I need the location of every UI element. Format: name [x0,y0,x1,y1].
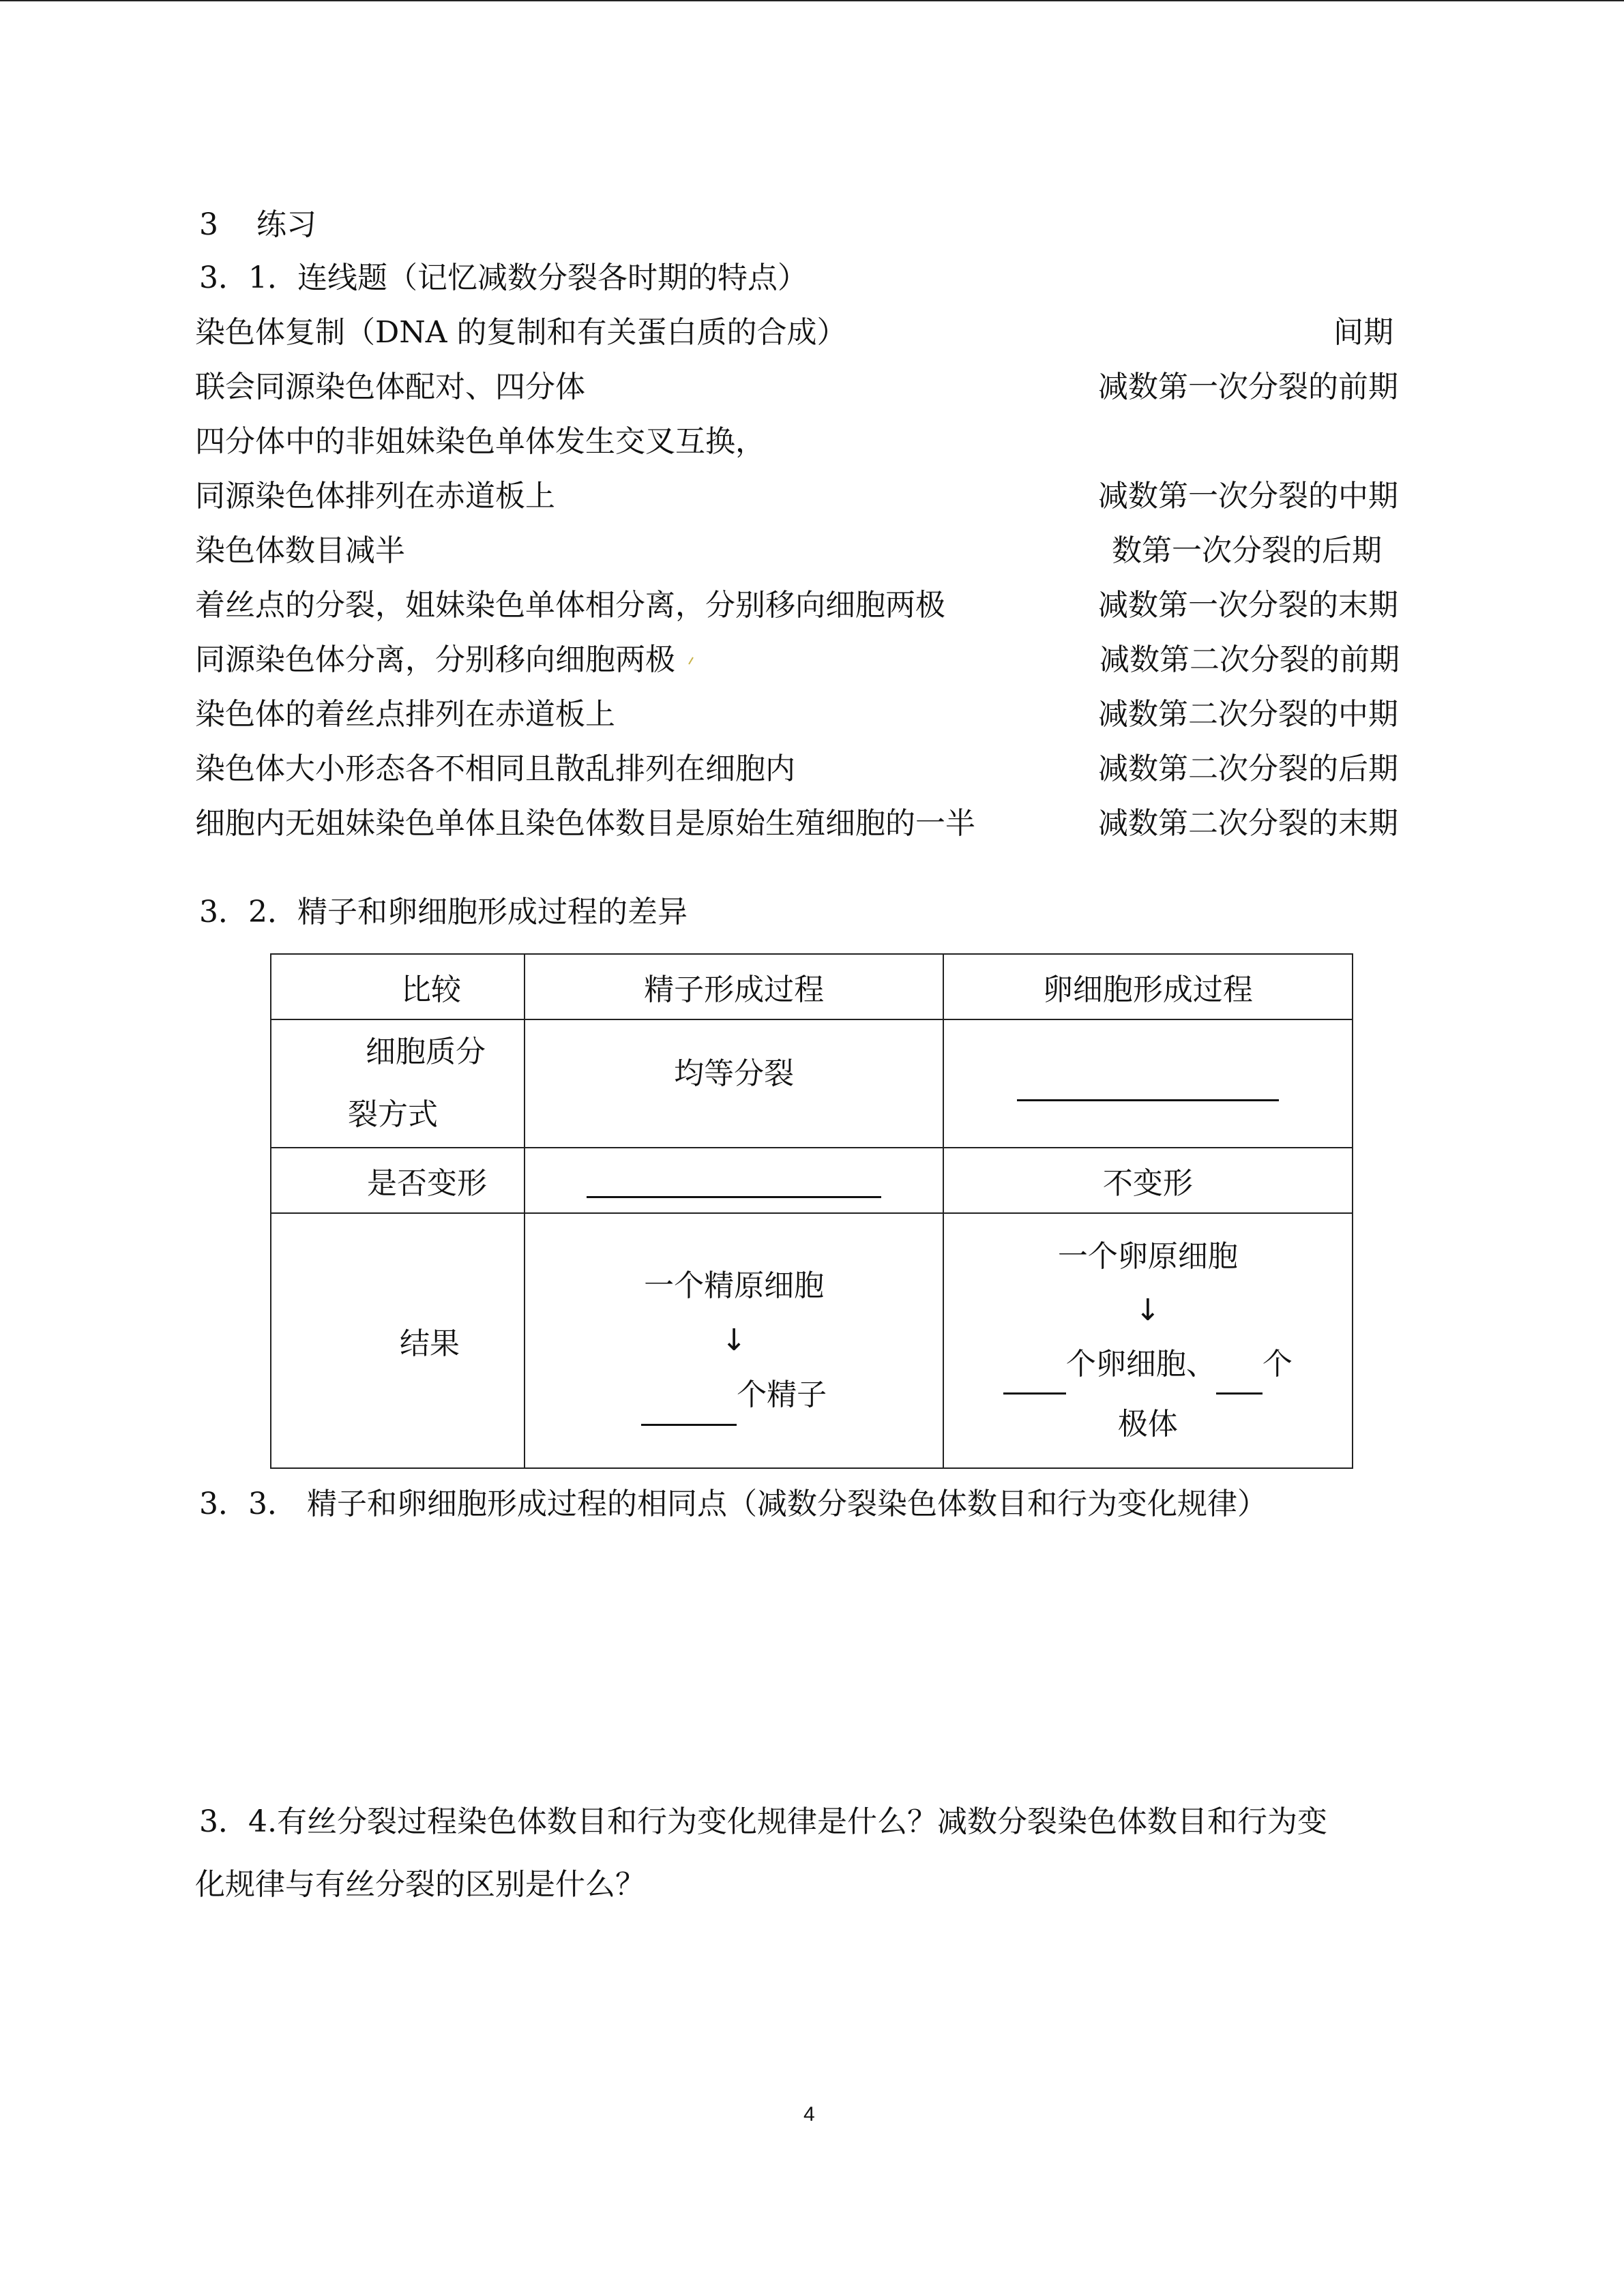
q1-right-item: 间期 [1333,315,1393,350]
page-number: 4 [803,2103,815,2126]
sperm-division-value: 均等分裂 [674,1056,795,1091]
row-label-cytoplasm [271,1019,525,1148]
q1-right-item: 数第一次分裂的后期 [1112,533,1382,568]
q1-left-item: 同源染色体排列在赤道板上 [195,479,555,513]
down-arrow-icon: ↓ [1135,1293,1161,1328]
q1-right-item: 减数第二次分裂的末期 [1098,806,1398,841]
section-heading [199,205,316,245]
egg-result-bottom: 极体 [1117,1407,1178,1442]
q1-left-item: 四分体中的非姐妹染色单体发生交叉互换， [195,424,765,459]
sperm-result-text: 个精子 [737,1377,827,1412]
q1-left-item: 染色体复制（DNA 的复制和有关蛋白质的合成） [195,315,847,350]
table-row-transform [271,1148,1353,1213]
section-number: 3 [199,207,218,242]
row-label-line: 细胞质分 [366,1034,486,1069]
down-arrow-icon: ↓ [721,1323,747,1358]
q1-title: 3．1．连线题（记忆减数分裂各时期的特点） [199,260,808,295]
polar-body-count-blank[interactable] [1216,1362,1263,1395]
stray-ink-mark [688,656,694,666]
q1-left-item: 细胞内无姐妹染色单体且染色体数目是原始生殖细胞的一半 [195,806,975,841]
row-label-result: 结果 [271,1213,525,1468]
cell-egg-division [943,1019,1353,1148]
q1-right-item: 减数第一次分裂的中期 [1098,479,1398,513]
row-label-transform: 是否变形 [271,1148,525,1213]
q1-left-item: 染色体数目减半 [195,533,405,568]
q4-line1: 3．4.有丝分裂过程染色体数目和行为变化规律是什么？减数分裂染色体数目和行为变 [199,1804,1327,1839]
egg-result-text-a: 个卵细胞、 [1065,1347,1216,1382]
q1-right-item: 减数第二次分裂的前期 [1099,642,1400,677]
q2-title: 3．2．精子和卵细胞形成过程的差异 [199,895,688,929]
q3-title: 3．3． 精子和卵细胞形成过程的相同点（减数分裂染色体数目和行为变化规律） [199,1487,1267,1521]
q1-left-item: 同源染色体分离，分别移向细胞两极 [195,642,675,677]
cell-sperm-division [525,1019,943,1148]
sperm-count-blank[interactable] [641,1394,737,1426]
table-header-row [271,954,1353,1019]
cell-egg-transform: 不变形 [943,1148,1353,1213]
section-title: 练习 [256,207,316,242]
cell-egg-result [943,1213,1353,1468]
page-top-border [0,0,1624,1]
q1-left-item: 染色体的着丝点排列在赤道板上 [195,697,615,732]
egg-result-mid [944,1335,1352,1395]
q1-left-item: 染色体大小形态各不相同且散乱排列在细胞内 [195,751,795,786]
header-egg: 卵细胞形成过程 [943,954,1353,1019]
comparison-table [270,953,1353,1469]
egg-result-text-b: 个 [1262,1347,1293,1382]
cell-sperm-transform [525,1148,943,1213]
egg-count-blank[interactable] [1003,1362,1066,1395]
q1-right-item: 减数第一次分裂的末期 [1098,588,1398,623]
q1-right-item: 减数第二次分裂的后期 [1098,751,1398,786]
egg-result-top: 一个卵原细胞 [1057,1239,1238,1274]
row-label-line: 裂方式 [348,1097,438,1132]
q1-left-item: 联会同源染色体配对、四分体 [195,370,585,404]
cell-sperm-result [525,1213,943,1468]
sperm-result-bottom [525,1365,942,1426]
header-sperm: 精子形成过程 [525,954,943,1019]
table-row-result [271,1213,1353,1468]
q1-right-item: 减数第二次分裂的中期 [1098,697,1398,732]
q1-left-item: 着丝点的分裂，姐妹染色单体相分离，分别移向细胞两极 [195,588,945,623]
sperm-transform-blank[interactable] [587,1166,881,1198]
q1-right-item: 减数第一次分裂的前期 [1098,370,1398,404]
egg-division-blank[interactable] [1017,1069,1279,1101]
q4-line2: 化规律与有丝分裂的区别是什么？ [195,1867,645,1902]
table-row-cytoplasm [271,1019,1353,1148]
sperm-result-top: 一个精原细胞 [644,1268,825,1303]
header-compare: 比较 [271,954,525,1019]
